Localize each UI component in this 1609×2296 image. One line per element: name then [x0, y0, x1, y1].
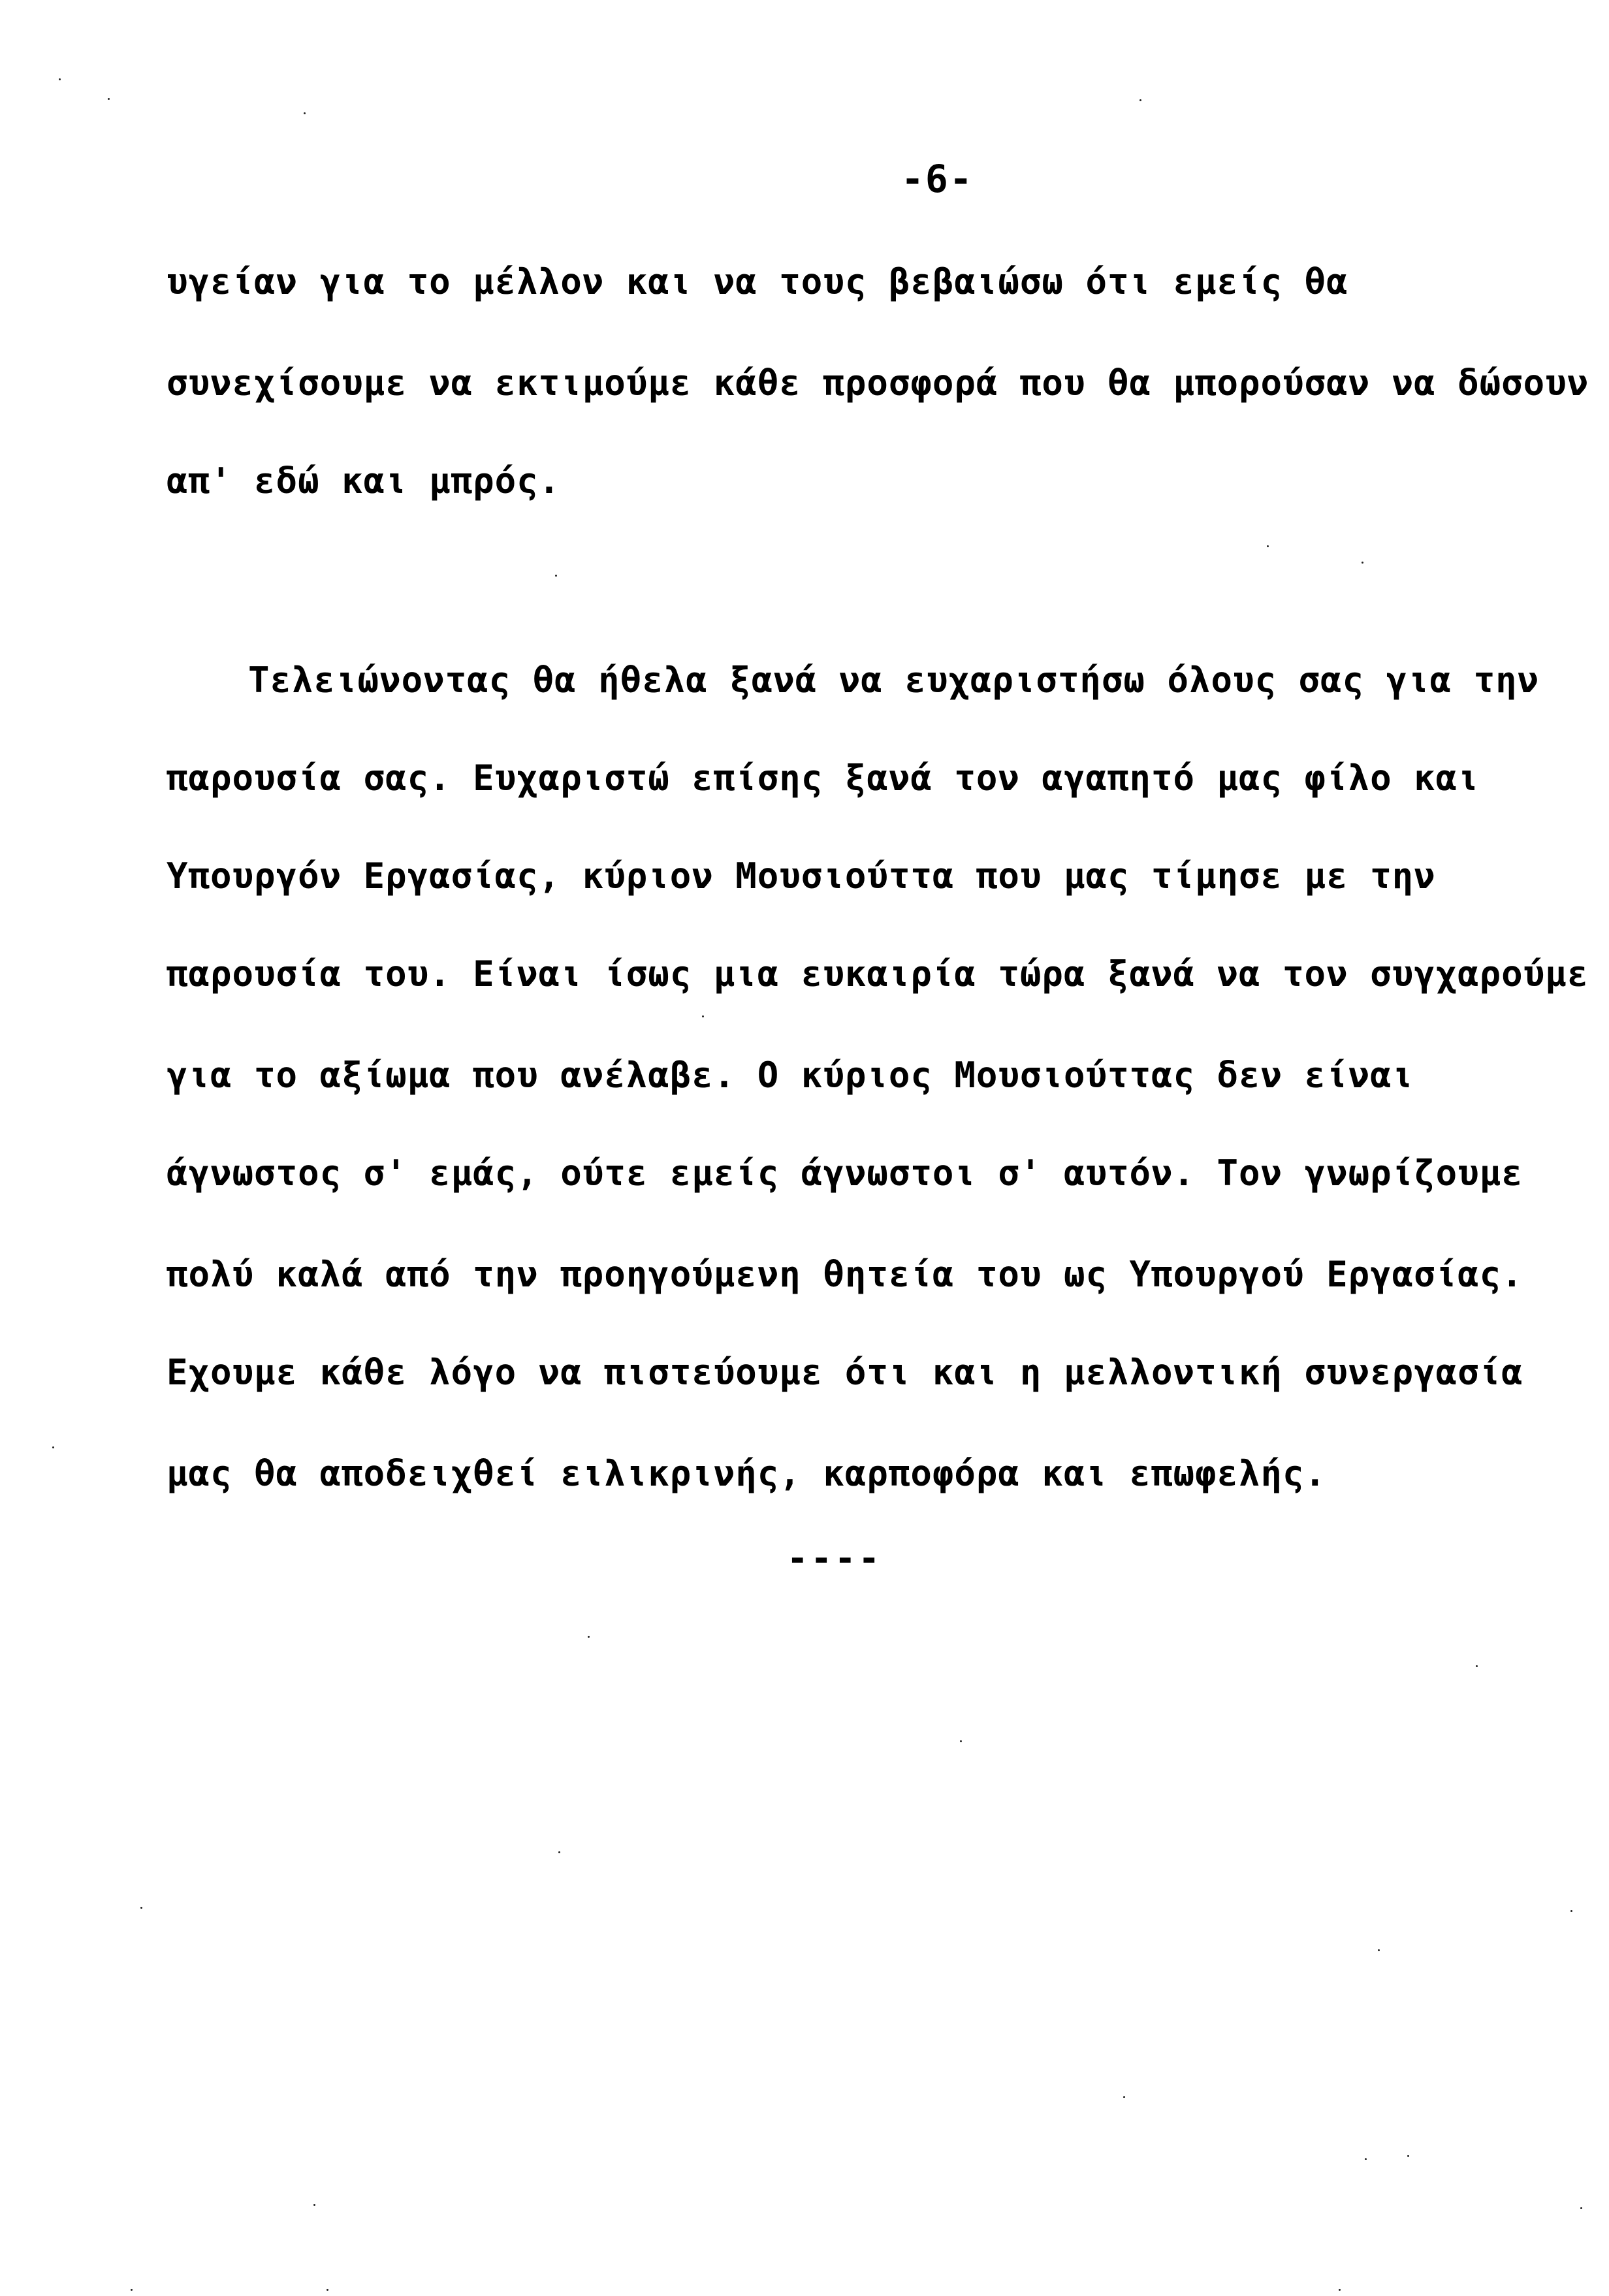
- page-number: -6-: [901, 157, 974, 201]
- scan-speck: [1123, 2096, 1125, 2098]
- paragraph-1-line-3: απ' εδώ και μπρός.: [167, 460, 561, 502]
- paragraph-2-line-6: άγνωστος σ' εμάς, ούτε εμείς άγνωστοι σ' αυτόν. Τον γνωρίζουμε: [167, 1153, 1523, 1194]
- scan-speck: [960, 1740, 962, 1742]
- scan-speck: [555, 575, 557, 577]
- scan-speck: [1362, 562, 1363, 564]
- paragraph-2-line-5: για το αξίωμα που ανέλαβε. Ο κύριος Μουσιούττας δεν είναι: [167, 1055, 1414, 1096]
- scan-speck: [1339, 2289, 1341, 2291]
- paragraph-2-line-3: Υπουργόν Εργασίας, κύριον Μουσιούττα που μας τίμησε με την: [167, 855, 1436, 897]
- scan-speck: [558, 1851, 560, 1853]
- paragraph-2-line-1: Τελειώνοντας θα ήθελα ξανά να ευχαριστήσω όλους σας για την: [248, 660, 1540, 701]
- scan-speck: [327, 2289, 328, 2291]
- scan-speck: [1139, 99, 1141, 101]
- scan-speck: [1365, 2158, 1367, 2160]
- scan-speck: [52, 1446, 54, 1448]
- scan-speck: [140, 1907, 142, 1909]
- paragraph-2-line-4: παρουσία του. Είναι ίσως μια ευκαιρία τώρα ξανά να τον συγχαρούμε: [167, 953, 1589, 995]
- paragraph-1-line-1: υγείαν για το μέλλον και να τους βεβαιώσω ότι εμείς θα: [167, 261, 1348, 302]
- scan-speck: [131, 2289, 133, 2291]
- paragraph-2-line-2: παρουσία σας. Ευχαριστώ επίσης ξανά τον αγαπητό μας φίλο και: [167, 757, 1480, 799]
- paragraph-2-line-7: πολύ καλά από την προηγούμενη θητεία του ως Υπουργού Εργασίας.: [167, 1254, 1523, 1295]
- scan-speck: [1570, 1910, 1572, 1912]
- scan-speck: [1267, 545, 1269, 547]
- scan-speck: [1378, 1949, 1380, 1951]
- paragraph-2-line-8: Εχουμε κάθε λόγο να πιστεύουμε ότι και η μελλοντική συνεργασία: [167, 1352, 1523, 1393]
- scan-speck: [1580, 2207, 1582, 2209]
- scan-speck: [313, 2204, 315, 2206]
- scan-speck: [304, 112, 306, 114]
- scan-speck: [702, 1015, 704, 1017]
- end-separator: ----: [787, 1538, 883, 1579]
- scan-speck: [1407, 2155, 1409, 2157]
- scan-speck: [1476, 1665, 1478, 1667]
- paragraph-1-line-2: συνεχίσουμε να εκτιμούμε κάθε προσφορά που θα μπορούσαν να δώσουν: [167, 362, 1589, 404]
- scan-speck: [59, 78, 61, 80]
- paragraph-2-line-9: μας θα αποδειχθεί ειλικρινής, καρποφόρα και επωφελής.: [167, 1453, 1327, 1494]
- scan-speck: [588, 1636, 590, 1638]
- scan-speck: [108, 98, 110, 100]
